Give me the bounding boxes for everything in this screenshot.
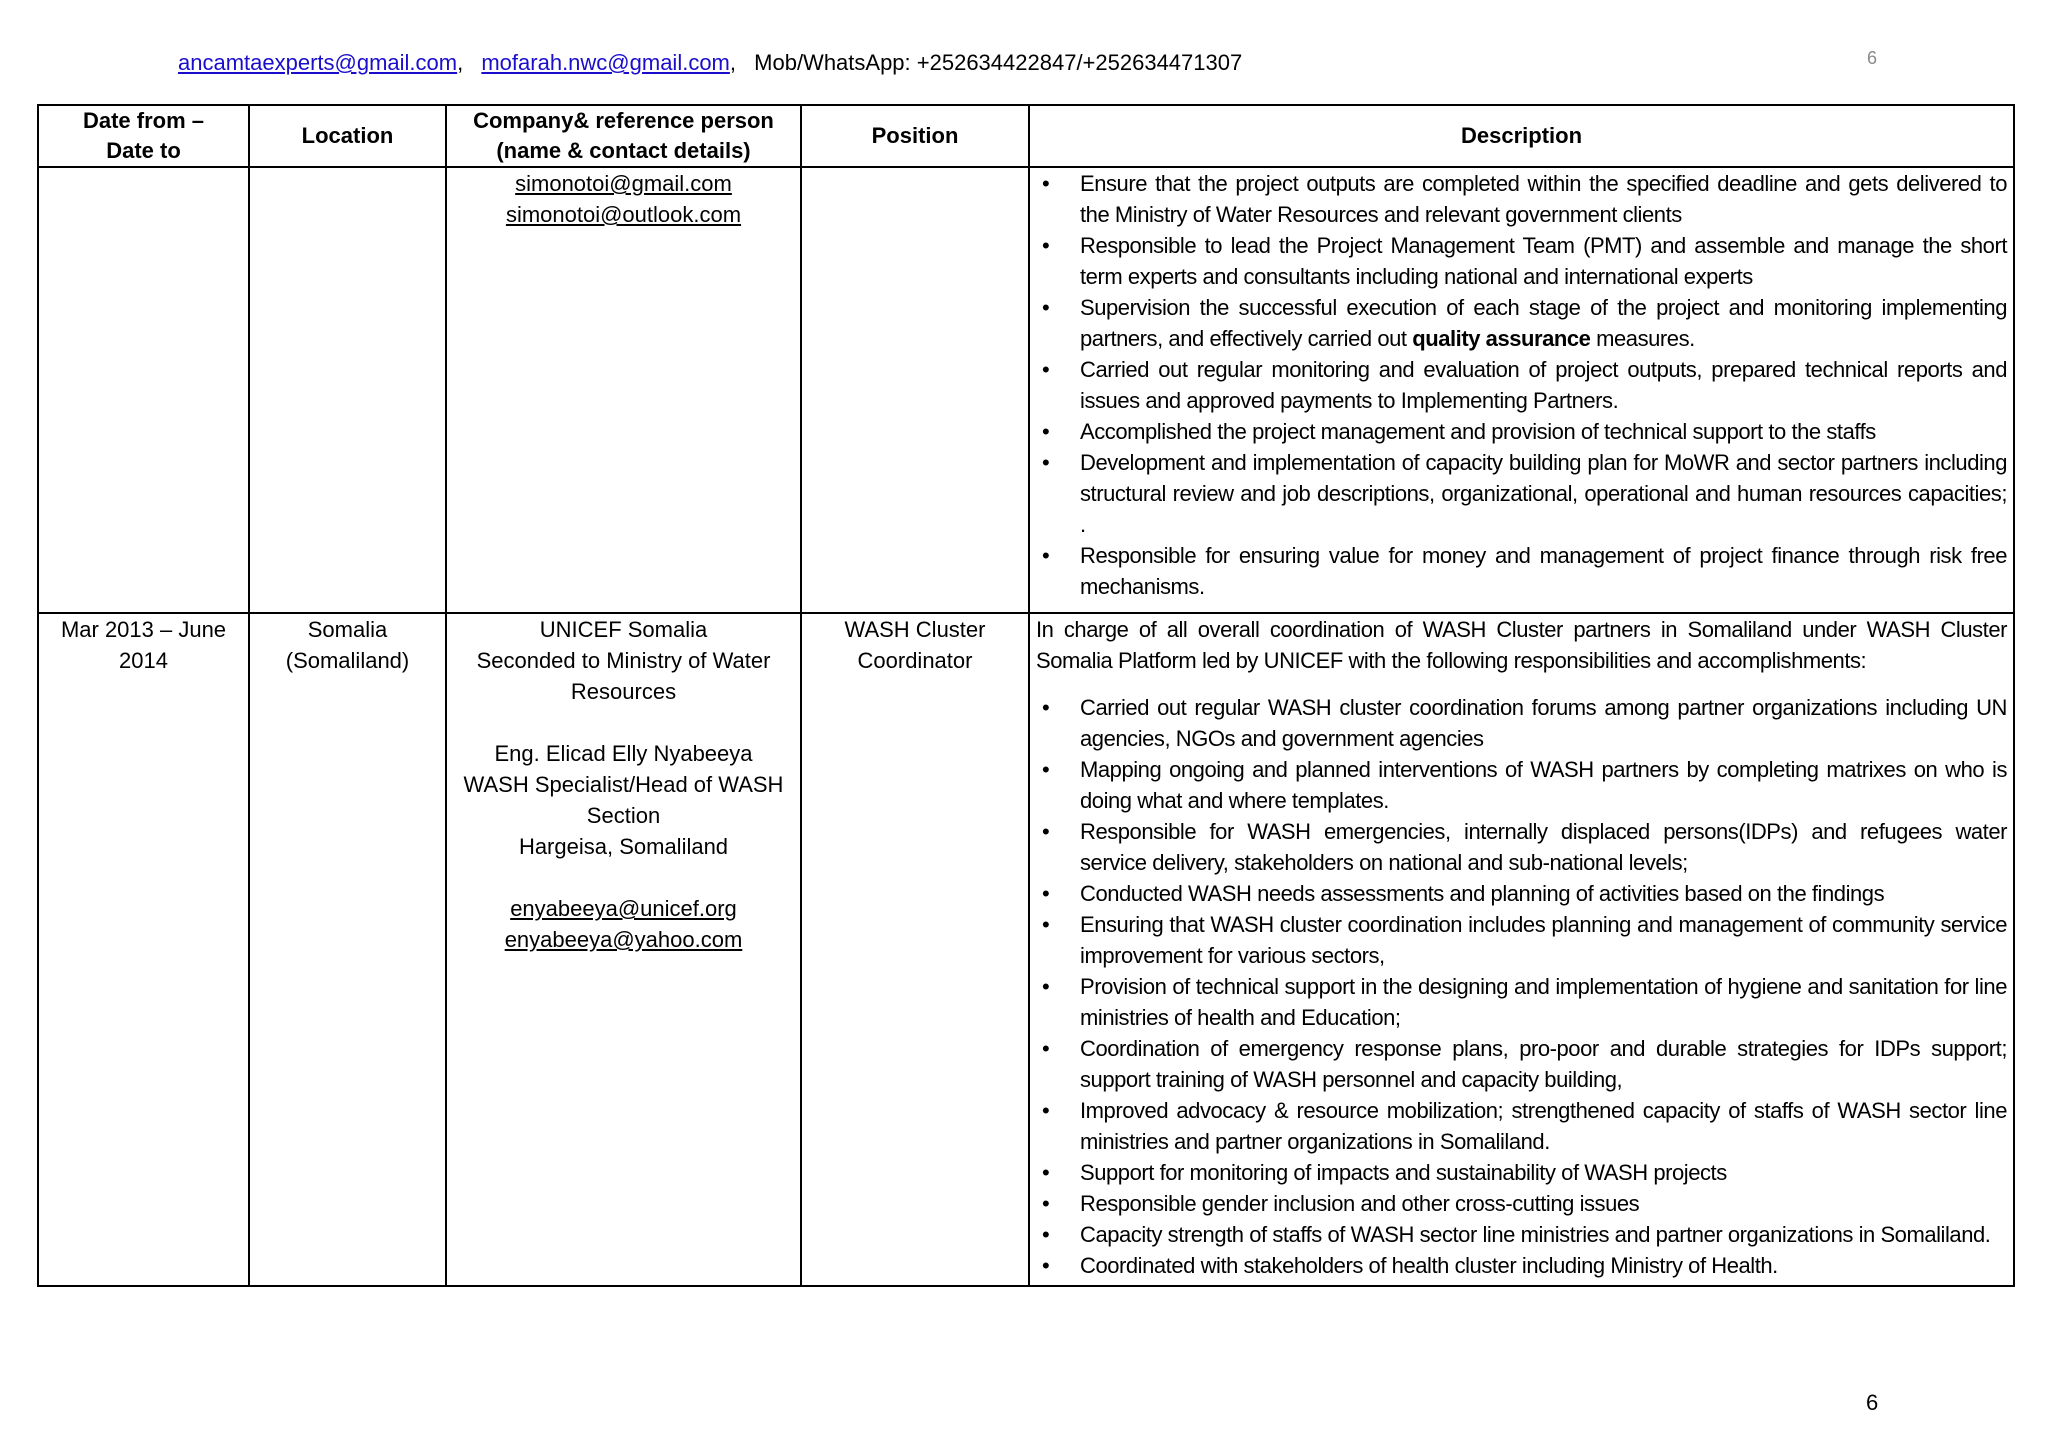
page-number-top: 6 [1867,48,1878,68]
row2-description [1029,613,2014,1286]
list-item: • Development and implementation of capacity building plan for MoWR and sector partners including structural review and job descriptions, organizational, operational and human resources capacities; . [1080,447,2007,540]
bullet-list [1036,692,2007,1281]
list-item: • Mapping ongoing and planned interventions of WASH partners by completing matrixes on who is doing what and where templates. [1080,754,2007,816]
bullet-list [1036,168,2007,602]
list-item: • Supervision the successful execution of each stage of the project and monitoring implementing partners, and effectively carried out quality assurance measures. [1080,292,2007,354]
list-item: • Responsible for ensuring value for money and management of project finance through risk free mechanisms. [1080,540,2007,602]
list-item: • Capacity strength of staffs of WASH sector line ministries and partner organizations in Somaliland. [1080,1219,2007,1250]
header-location: Location [249,105,446,167]
header-description: Description [1029,105,2014,167]
list-item: • Carried out regular monitoring and evaluation of project outputs, prepared technical reports and issues and approved payments to Implementing Partners. [1080,354,2007,416]
reference-person-city: Hargeisa, Somaliland [518,834,729,859]
separator: , [729,50,737,75]
list-item: • Responsible for WASH emergencies, internally displaced persons(IDPs) and refugees water service delivery, stakeholders on national and sub-national levels; [1080,816,2007,878]
email-link[interactable]: simonotoi@gmail.com [515,171,732,196]
phone-text: Mob/WhatsApp: +252634422847/+252634471307 [754,50,1243,75]
description-intro: In charge of all overall coordination of WASH Cluster partners in Somaliland under WASH Cluster Somalia Platform led by UNICEF with the following responsibilities and accomplishments: [1036,617,2007,673]
email-link[interactable]: enyabeeya@yahoo.com [504,927,743,952]
table-header-row [38,105,2014,167]
row1-date [38,167,249,613]
row1-position [801,167,1029,613]
list-item: • Carried out regular WASH cluster coordination forums among partner organizations including UN agencies, NGOs and government agencies [1080,692,2007,754]
list-item: • Support for monitoring of impacts and sustainability of WASH projects [1080,1157,2007,1188]
list-item: • Coordinated with stakeholders of health cluster including Ministry of Health. [1080,1250,2007,1281]
email-link-2[interactable]: mofarah.nwc@gmail.com [481,50,730,75]
separator: , [457,50,464,75]
list-item: • Provision of technical support in the designing and implementation of hygiene and sanitation for line ministries of health and Education; [1080,971,2007,1033]
email-link[interactable]: simonotoi@outlook.com [505,202,742,227]
list-item: • Improved advocacy & resource mobilization; strengthened capacity of staffs of WASH sector line ministries and partner organizations in Somaliland. [1080,1095,2007,1157]
email-link-1[interactable]: ancamtaexperts@gmail.com [178,50,458,75]
reference-person-name: Eng. Elicad Elly Nyabeeya [494,741,753,766]
reference-person-title: WASH Specialist/Head of WASH Section [463,772,784,828]
row1-location [249,167,446,613]
quality-assurance-bold: quality assurance [1412,326,1591,351]
email-link[interactable]: enyabeeya@unicef.org [510,896,737,921]
list-item: • Responsible gender inclusion and other cross-cutting issues [1080,1188,2007,1219]
row1-description [1029,167,2014,613]
row2-location: Somalia (Somaliland) [249,613,446,1286]
list-item: • Coordination of emergency response plans, pro-poor and durable strategies for IDPs support; support training of WASH personnel and capacity building, [1080,1033,2007,1095]
table-row [38,613,2014,1286]
header-position: Position [801,105,1029,167]
page-number-bottom: 6 [1866,1390,1879,1415]
list-item: • Conducted WASH needs assessments and planning of activities based on the findings [1080,878,2007,909]
header-date: Date from – Date to [38,105,249,167]
row2-date: Mar 2013 – June 2014 [38,613,249,1286]
table-row [38,167,2014,613]
list-item: • Accomplished the project management and provision of technical support to the staffs [1080,416,2007,447]
contact-header [178,50,1242,76]
list-item: • Ensuring that WASH cluster coordination includes planning and management of community service improvement for various sectors, [1080,909,2007,971]
experience-table [37,104,2015,1287]
row2-company: UNICEF Somalia Seconded to Ministry of Water Resources Eng. Elicad Elly Nyabeeya WASH Specialist/Head of WASH Section Hargeisa, Somaliland enyabeeya@unicef.org enyabeeya@yahoo.com [446,613,801,1286]
list-item: • Ensure that the project outputs are completed within the specified deadline and gets delivered to the Ministry of Water Resources and relevant government clients [1080,168,2007,230]
row1-company [446,167,801,613]
row2-position: WASH Cluster Coordinator [801,613,1029,1286]
header-company: Company& reference person (name & contact details) [446,105,801,167]
list-item: • Responsible to lead the Project Management Team (PMT) and assemble and manage the short term experts and consultants including national and international experts [1080,230,2007,292]
